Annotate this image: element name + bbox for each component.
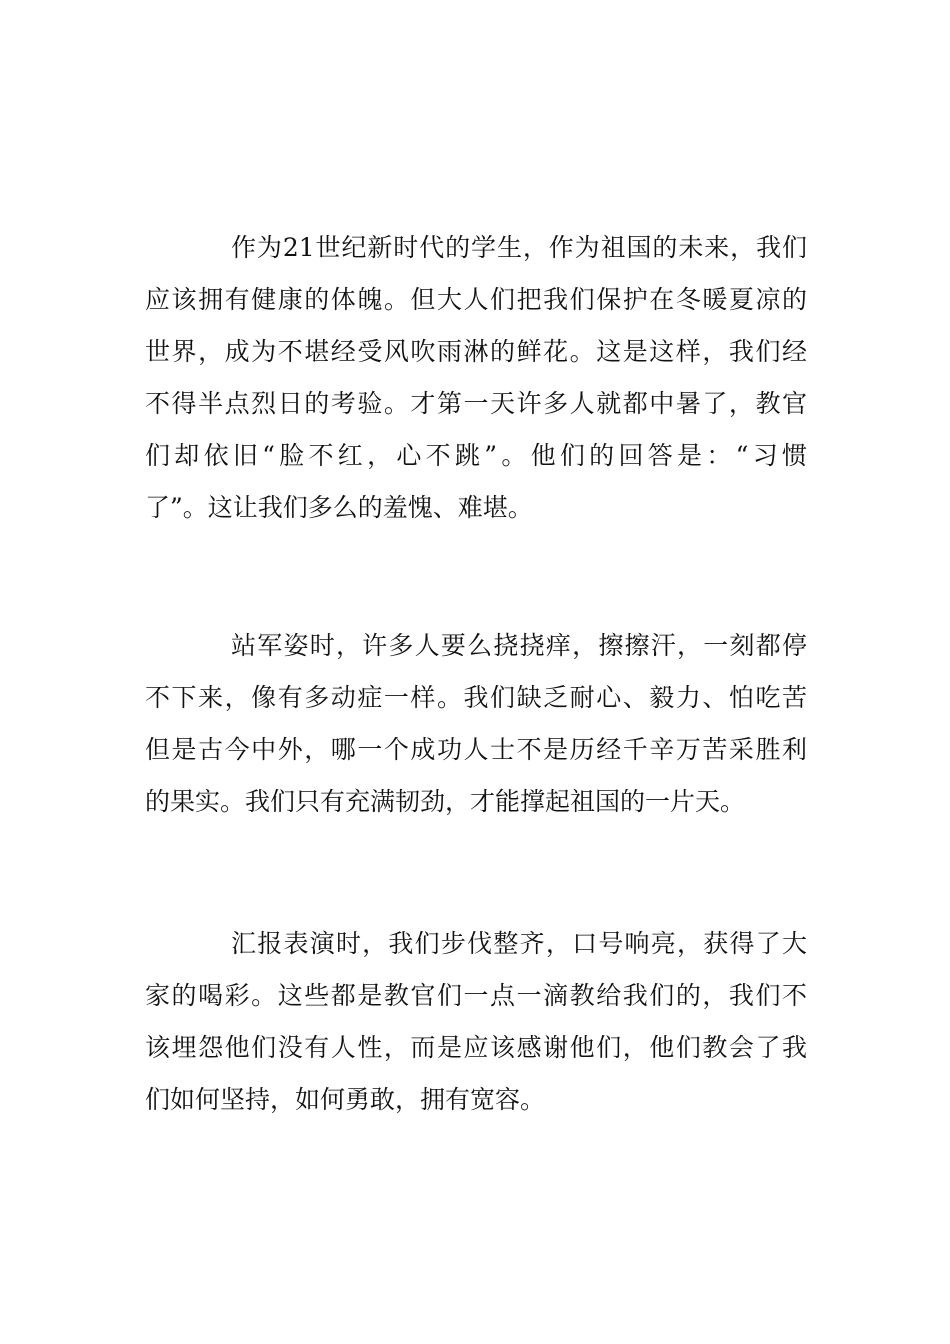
paragraph-line: 世界，成为不堪经受风吹雨淋的鲜花。这是这样，我们经	[145, 337, 807, 366]
paragraph-line: 该埋怨他们没有人性，而是应该感谢他们，他们教会了我	[145, 1033, 807, 1062]
paragraph-line: 们如何坚持，如何勇敢，拥有宽容。	[145, 1085, 546, 1114]
paragraph-line: 应该拥有健康的体魄。但大人们把我们保护在冬暖夏凉的	[145, 285, 807, 314]
paragraph-line: 站军姿时，许多人要么挠挠痒，擦擦汗，一刻都停	[231, 631, 807, 660]
paragraph-line: 不下来，像有多动症一样。我们缺乏耐心、毅力、怕吃苦	[145, 683, 807, 712]
paragraph-line: 家的喝彩。这些都是教官们一点一滴教给我们的，我们不	[145, 981, 807, 1010]
paragraph-3	[145, 918, 807, 1126]
paragraph-line: 了”。这让我们多么的羞愧、难堪。	[145, 493, 533, 522]
paragraph-line: 们却依旧“脸不红，心不跳”。他们的回答是：“习惯	[145, 441, 807, 470]
paragraph-line: 但是古今中外，哪一个成功人士不是历经千辛万苦采胜利	[145, 735, 807, 764]
paragraph-line: 汇报表演时，我们步伐整齐，口号响亮，获得了大	[231, 929, 807, 958]
paragraph-line: 的果实。我们只有充满韧劲，才能撑起祖国的一片天。	[145, 787, 746, 816]
paragraph-line: 作为21世纪新时代的学生，作为祖国的未来，我们	[231, 233, 807, 262]
paragraph-1	[145, 222, 807, 534]
paragraph-line: 不得半点烈日的考验。才第一天许多人就都中暑了，教官	[145, 389, 807, 418]
paragraph-2	[145, 620, 807, 828]
